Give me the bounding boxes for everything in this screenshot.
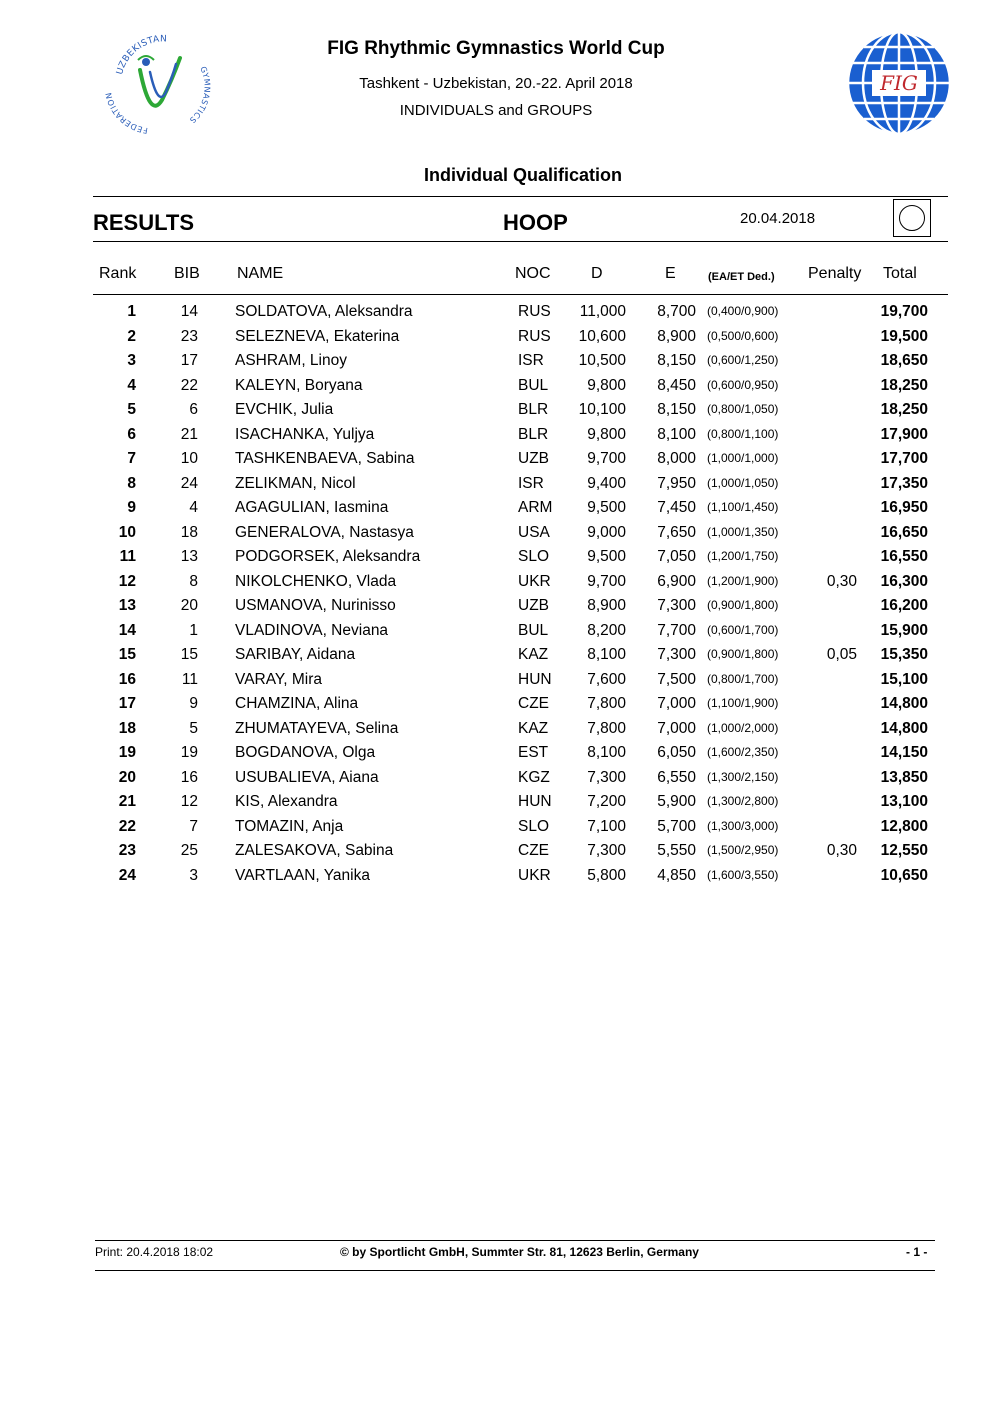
cell-ded: (0,800/1,050) [707,402,779,416]
table-row [0,548,992,572]
cell-bib: 12 [180,793,198,810]
cell-ded: (1,500/2,950) [707,843,779,857]
cell-name: USMANOVA, Nurinisso [235,597,396,614]
cell-bib: 7 [189,817,198,835]
cell-ded: (1,000/1,050) [707,475,779,490]
cell-bib: 10 [180,450,198,467]
print-timestamp: Print: 20.4.2018 18:02 [95,1245,214,1259]
col-name: NAME [237,265,284,282]
cell-total: 14,800 [880,695,928,712]
cell-d: 9,400 [587,474,626,492]
cell-d: 10,100 [578,401,626,418]
cell-total: 16,650 [880,523,928,541]
cell-name: USUBALIEVA, Aiana [235,768,379,786]
cell-bib: 16 [180,768,198,786]
cell-rank: 22 [118,817,136,835]
copyright: © by Sportlicht GmbH, Summter Str. 81, 12623 Berlin, Germany [340,1245,699,1259]
cell-d: 11,000 [579,303,626,320]
cell-total: 14,800 [880,719,928,737]
cell-ded: (1,100/1,450) [707,500,779,514]
cell-d: 9,800 [587,425,626,443]
cell-d: 8,100 [587,744,626,761]
table-row [0,524,992,548]
cell-bib: 22 [180,376,198,394]
cell-d: 10,600 [578,327,626,345]
cell-ded: (1,100/1,900) [707,696,779,710]
results-label: RESULTS [93,210,195,235]
cell-bib: 8 [189,572,198,590]
section-title: Individual Qualification [423,165,623,185]
cell-bib: 20 [180,597,198,614]
table-row [0,793,992,817]
table-row [0,401,992,425]
cell-rank: 3 [127,352,136,369]
cell-rank: 2 [127,327,136,345]
cell-total: 15,900 [880,621,928,639]
cell-total: 18,650 [880,352,928,369]
cell-name: TOMAZIN, Anja [235,817,344,835]
cell-ded: (0,600/0,950) [707,377,779,392]
cell-d: 10,500 [578,352,626,369]
table-row [0,695,992,719]
cell-e: 5,900 [657,793,696,810]
cell-noc: KAZ [518,719,549,737]
cell-noc: USA [518,523,550,541]
cell-rank: 11 [119,548,136,565]
cell-total: 16,200 [880,597,928,614]
cell-bib: 23 [180,327,198,345]
cell-rank: 6 [127,425,136,443]
cell-rank: 16 [118,670,136,688]
cell-rank: 14 [118,621,136,639]
cell-d: 9,800 [587,376,626,394]
cell-e: 6,550 [657,768,696,786]
cell-rank: 1 [127,303,136,320]
col-rank: Rank [99,265,137,282]
cell-noc: ISR [518,352,544,369]
cell-noc: ARM [518,499,553,516]
cell-total: 17,900 [880,425,928,443]
cell-noc: KAZ [518,646,549,663]
cell-ded: (1,300/3,000) [707,818,779,833]
table-row [0,818,992,842]
cell-d: 9,500 [587,548,626,565]
table-row [0,744,992,768]
results-date: 20.04.2018 [740,210,816,227]
hoop-apparatus-icon [893,199,931,237]
cell-noc: RUS [518,327,551,345]
cell-d: 7,800 [587,719,626,737]
cell-name: VARAY, Mira [235,670,322,688]
cell-name: GENERALOVA, Nastasya [235,523,414,541]
table-row [0,769,992,793]
cell-name: NIKOLCHENKO, Vlada [235,572,397,590]
cell-ded: (0,900/1,800) [707,598,779,612]
cell-noc: BLR [518,401,549,418]
cell-e: 8,150 [657,352,696,369]
cell-bib: 24 [180,474,198,492]
table-row [0,573,992,597]
cell-noc: RUS [518,303,551,320]
cell-d: 7,200 [587,793,626,810]
table-row [0,720,992,744]
page-number: - 1 - [906,1245,928,1259]
cell-rank: 20 [118,768,136,786]
cell-bib: 14 [180,303,198,320]
cell-e: 7,700 [657,621,696,639]
col-d: D [591,265,603,282]
cell-bib: 9 [189,695,198,712]
cell-noc: CZE [518,695,549,712]
cell-d: 5,800 [587,866,626,884]
cell-name: SARIBAY, Aidana [235,646,356,663]
cell-noc: BUL [518,376,549,394]
cell-noc: HUN [518,670,552,688]
col-total: Total [883,265,917,282]
divider-header [93,294,948,295]
cell-ded: (0,600/1,700) [707,622,779,637]
cell-d: 7,300 [587,842,626,859]
cell-bib: 6 [189,401,198,418]
cell-rank: 7 [127,450,136,467]
cell-ded: (1,000/1,350) [707,524,779,539]
cell-rank: 8 [127,474,136,492]
footer-divider-top [95,1240,935,1241]
cell-name: ISACHANKA, Yuljya [235,425,375,443]
cell-noc: BLR [518,425,549,443]
cell-e: 7,300 [657,597,696,614]
fig-logo-text: FIG [880,71,918,95]
table-row [0,646,992,670]
cell-name: TASHKENBAEVA, Sabina [235,450,415,467]
cell-bib: 4 [189,499,198,516]
cell-noc: SLO [518,548,550,565]
cell-d: 9,500 [587,499,626,516]
cell-bib: 25 [180,842,198,859]
col-ded: (EA/ET Ded.) [708,271,775,283]
table-row [0,352,992,376]
cell-e: 8,700 [657,303,696,320]
cell-total: 18,250 [880,376,928,394]
cell-e: 7,000 [657,719,696,737]
cell-pen: 0,05 [826,646,857,663]
table-row [0,842,992,866]
table-row [0,450,992,474]
cell-e: 4,850 [657,866,696,884]
cell-total: 19,700 [880,303,928,320]
col-penalty: Penalty [808,265,862,282]
cell-rank: 17 [118,695,136,712]
competition-title: FIG Rhythmic Gymnastics World Cup [327,38,665,59]
table-row [0,867,992,891]
cell-total: 12,800 [880,817,928,835]
logo-text-right: GYMNASTICS [187,65,212,125]
cell-noc: UKR [518,572,551,590]
cell-name: ASHRAM, Linoy [235,352,347,369]
cell-rank: 4 [127,376,136,394]
cell-ded: (1,600/3,550) [707,867,779,882]
cell-ded: (1,600/2,350) [707,745,779,759]
apparatus-label: HOOP [503,210,568,235]
cell-rank: 10 [118,523,136,541]
table-row [0,426,992,450]
table-row [0,328,992,352]
cell-name: VLADINOVA, Neviana [235,621,389,639]
cell-rank: 21 [118,793,136,810]
cell-noc: UKR [518,866,551,884]
cell-bib: 18 [180,523,198,541]
cell-bib: 1 [189,621,198,639]
cell-e: 8,450 [657,376,696,394]
logo-text-left: FEDERATION [104,91,149,135]
cell-ded: (0,600/1,250) [707,353,779,367]
cell-name: AGAGULIAN, Iasmina [235,499,389,516]
cell-name: EVCHIK, Julia [235,401,334,418]
divider-results [93,241,948,242]
cell-name: PODGORSEK, Aleksandra [235,548,421,565]
cell-ded: (1,200/1,900) [707,573,779,588]
cell-name: SOLDATOVA, Aleksandra [235,303,413,320]
cell-d: 9,700 [587,572,626,590]
competition-category: INDIVIDUALS and GROUPS [399,102,593,119]
cell-bib: 5 [189,719,198,737]
cell-name: VARTLAAN, Yanika [235,866,370,884]
cell-bib: 11 [181,670,198,688]
cell-rank: 19 [118,744,136,761]
cell-d: 8,100 [587,646,626,663]
cell-name: ZHUMATAYEVA, Selina [235,719,399,737]
cell-noc: SLO [518,817,550,835]
cell-ded: (1,000/1,000) [707,451,779,465]
cell-d: 8,200 [587,621,626,639]
cell-name: ZELIKMAN, Nicol [235,474,356,492]
cell-total: 16,550 [880,548,928,565]
cell-e: 6,050 [657,744,696,761]
cell-d: 8,900 [587,597,626,614]
col-e: E [665,265,676,282]
cell-name: ZALESAKOVA, Sabina [235,842,394,859]
cell-noc: HUN [518,793,552,810]
cell-e: 6,900 [657,572,696,590]
col-bib: BIB [174,265,200,282]
cell-ded: (1,300/2,150) [707,769,779,784]
cell-e: 7,050 [657,548,696,565]
table-row [0,303,992,327]
cell-e: 8,000 [657,450,696,467]
cell-pen: 0,30 [826,842,857,859]
cell-total: 14,150 [880,744,928,761]
cell-noc: UZB [518,450,549,467]
table-row [0,622,992,646]
col-noc: NOC [515,265,551,282]
footer-divider-bottom [95,1270,935,1271]
table-row [0,377,992,401]
cell-rank: 24 [118,866,136,884]
cell-ded: (1,200/1,750) [707,549,779,563]
cell-name: KALEYN, Boryana [235,376,363,394]
cell-ded: (0,800/1,700) [707,671,779,686]
cell-total: 13,100 [880,793,928,810]
cell-total: 12,550 [880,842,928,859]
cell-total: 17,350 [880,474,928,492]
cell-total: 19,500 [880,327,928,345]
cell-bib: 13 [180,548,198,565]
table-row [0,499,992,523]
cell-rank: 23 [118,842,136,859]
logo-text-top: UZBEKISTAN [115,34,168,76]
cell-d: 9,700 [587,450,626,467]
cell-name: CHAMZINA, Alina [235,695,359,712]
cell-bib: 3 [189,866,198,884]
cell-d: 7,800 [587,695,626,712]
cell-rank: 15 [118,646,136,663]
cell-ded: (0,400/0,900) [707,304,779,318]
cell-e: 7,450 [657,499,696,516]
cell-rank: 9 [127,499,136,516]
cell-bib: 21 [180,425,198,443]
cell-e: 8,150 [657,401,696,418]
cell-ded: (0,800/1,100) [707,426,779,441]
cell-d: 7,300 [587,768,626,786]
cell-noc: CZE [518,842,549,859]
cell-e: 7,000 [657,695,696,712]
cell-total: 18,250 [880,401,928,418]
cell-e: 5,550 [657,842,696,859]
cell-bib: 17 [180,352,198,369]
cell-d: 9,000 [587,523,626,541]
cell-noc: KGZ [518,768,550,786]
cell-ded: (0,900/1,800) [707,647,779,661]
cell-total: 16,300 [880,572,928,590]
divider-top [93,196,948,197]
cell-e: 8,900 [657,327,696,345]
cell-bib: 15 [180,646,198,663]
cell-e: 7,300 [657,646,696,663]
cell-e: 5,700 [657,817,696,835]
cell-bib: 19 [180,744,198,761]
cell-e: 8,100 [657,425,696,443]
cell-noc: UZB [518,597,549,614]
cell-total: 15,350 [880,646,928,663]
cell-noc: BUL [518,621,549,639]
cell-ded: (0,500/0,600) [707,328,779,343]
cell-e: 7,950 [657,474,696,492]
cell-ded: (1,000/2,000) [707,720,779,735]
cell-total: 13,850 [880,768,928,786]
cell-total: 15,100 [880,670,928,688]
table-row [0,671,992,695]
cell-rank: 13 [118,597,136,614]
cell-name: BOGDANOVA, Olga [235,744,376,761]
table-row [0,475,992,499]
cell-noc: ISR [518,474,544,492]
cell-noc: EST [518,744,549,761]
table-row [0,597,992,621]
cell-total: 17,700 [880,450,928,467]
cell-name: KIS, Alexandra [235,793,338,810]
cell-total: 16,950 [880,499,928,516]
cell-rank: 18 [118,719,136,737]
cell-pen: 0,30 [826,572,857,590]
cell-name: SELEZNEVA, Ekaterina [235,327,400,345]
cell-rank: 5 [127,401,136,418]
cell-e: 7,500 [657,670,696,688]
cell-total: 10,650 [880,866,928,884]
cell-d: 7,600 [587,670,626,688]
cell-d: 7,100 [587,817,626,835]
cell-rank: 12 [118,572,136,590]
competition-location: Tashkent - Uzbekistan, 20.-22. April 2018 [359,75,633,92]
cell-e: 7,650 [657,523,696,541]
cell-ded: (1,300/2,800) [707,794,779,808]
